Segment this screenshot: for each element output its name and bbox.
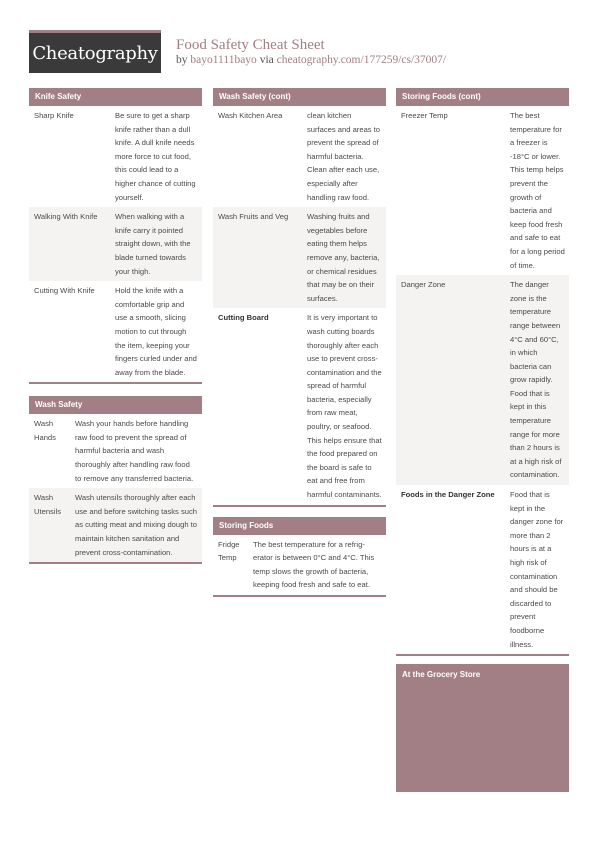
- row-value: Be sure to get a sharp knife rather than a dull knife. A dull knife needs more force to cut food, this could lead to a higher chance of cutting yourself.: [115, 111, 196, 202]
- table-row: [396, 275, 569, 485]
- section-table: [29, 414, 202, 562]
- row-key: Fridge Temp: [218, 539, 240, 563]
- sheet-url-link[interactable]: cheatography.com/177259/cs/37007/: [276, 54, 447, 66]
- row-value: The best temperature for a refrigerator is between 0°C and 4°C. This temp slows the growth of bacteria, keeping food fresh and safe to eat.: [253, 539, 375, 590]
- row-key: Cutting Board: [218, 313, 269, 323]
- byline-by: by: [176, 54, 188, 66]
- table-row: [213, 308, 386, 504]
- row-value: The danger zone is the temperature range between 4°C and 60°C, in which bacteria can grow rapidly. Food that is kept in this temperature range for more than 2 hours is at a high risk of contamination.: [505, 275, 569, 485]
- row-value: The best temperature for a freezer is -18°C or lower. This temp helps prevent the growth of bacteria and keep food fresh and safe to eat for a long period of time.: [510, 111, 565, 270]
- row-key: Wash Fruits and Veg: [213, 207, 302, 308]
- row-value: Wash your hands before handling raw food to prevent the spread of harmful bacteria and wash thoroughly after handling raw food to remove any transferred bacteria.: [75, 419, 194, 483]
- page-title: Food Safety Cheat Sheet: [176, 37, 325, 53]
- byline: [176, 54, 446, 66]
- column-2: [213, 88, 386, 605]
- section-table: [396, 106, 569, 654]
- logo-text: Cheatography: [32, 42, 158, 64]
- row-value: Washing fruits and vegetables before eating them helps remove any, bacteria, or chemical residues that may be on their surfaces.: [302, 207, 386, 308]
- column-1: [29, 88, 202, 572]
- section-table: [213, 106, 386, 505]
- row-value: clean kitchen surfaces and areas to prevent the spread of harmful bacteria. Clean after each use, especially after handling raw food.: [307, 111, 381, 202]
- section-wash-safety: [29, 396, 202, 564]
- section-header: Wash Safety: [29, 396, 202, 414]
- table-row: [29, 106, 202, 207]
- table-row: [29, 207, 202, 281]
- section-body-empty: [396, 686, 569, 792]
- section-header: Knife Safety: [29, 88, 202, 106]
- row-value: Food that is kept in the danger zone for more than 2 hours is at a high risk of contamination and should be discarded to prevent foodborne illness.: [510, 490, 564, 649]
- section-storing-foods-cont: [396, 88, 569, 656]
- row-value: It is very important to wash cutting boards thoroughly after each use to prevent cross-contamination and the spread of harmful bacteria, especially from raw meat, poultry, or seafood. This helps ensure that the food prepared on the board is safe to eat and free from harmful contaminants.: [307, 313, 382, 500]
- section-header: Storing Foods (cont): [396, 88, 569, 106]
- table-row: [213, 535, 386, 595]
- author-link[interactable]: bayo1111bayo: [190, 54, 257, 66]
- row-key: Wash Hands: [34, 419, 56, 442]
- row-key: Walking With Knife: [29, 207, 110, 281]
- section-storing-foods: [213, 517, 386, 597]
- row-key: Cutting With Knife: [34, 286, 95, 296]
- section-grocery-store: [396, 664, 569, 792]
- row-value: Wash utensils thoroughly after each use and before switching tasks such as cutting meat and mixing dough to maintain kitchen sanitation and prevent cross-contamination.: [70, 488, 202, 562]
- byline-via: via: [259, 54, 274, 66]
- section-header: Wash Safety (cont): [213, 88, 386, 106]
- section-header: Storing Foods: [213, 517, 386, 535]
- row-value: When walking with a knife carry it pointed straight down, with the blade turned towards your thigh.: [110, 207, 202, 281]
- row-key: Freezer Temp: [401, 111, 448, 120]
- section-table: [29, 106, 202, 382]
- row-key: Wash Kitchen Area: [218, 111, 283, 120]
- section-knife-safety: [29, 88, 202, 384]
- row-key: Foods in the Danger Zone: [401, 490, 495, 500]
- column-3: [396, 88, 569, 792]
- section-header: At the Grocery Store: [396, 664, 569, 686]
- section-table: [213, 535, 386, 595]
- table-row: [396, 106, 569, 275]
- table-row: [29, 414, 202, 488]
- row-key: Wash Utensils: [29, 488, 70, 562]
- table-row: [29, 281, 202, 382]
- section-wash-safety-cont: [213, 88, 386, 507]
- table-row: [213, 106, 386, 207]
- row-key: Danger Zone: [396, 275, 505, 485]
- table-row: [396, 485, 569, 654]
- row-value: Hold the knife with a comfortable grip and use a smooth, slicing motion to cut through the item, keeping your fingers curled under and away from the blade.: [115, 286, 197, 377]
- table-row: [29, 488, 202, 562]
- table-row: [213, 207, 386, 308]
- row-key: Sharp Knife: [34, 111, 74, 120]
- cheatography-logo[interactable]: [29, 30, 161, 73]
